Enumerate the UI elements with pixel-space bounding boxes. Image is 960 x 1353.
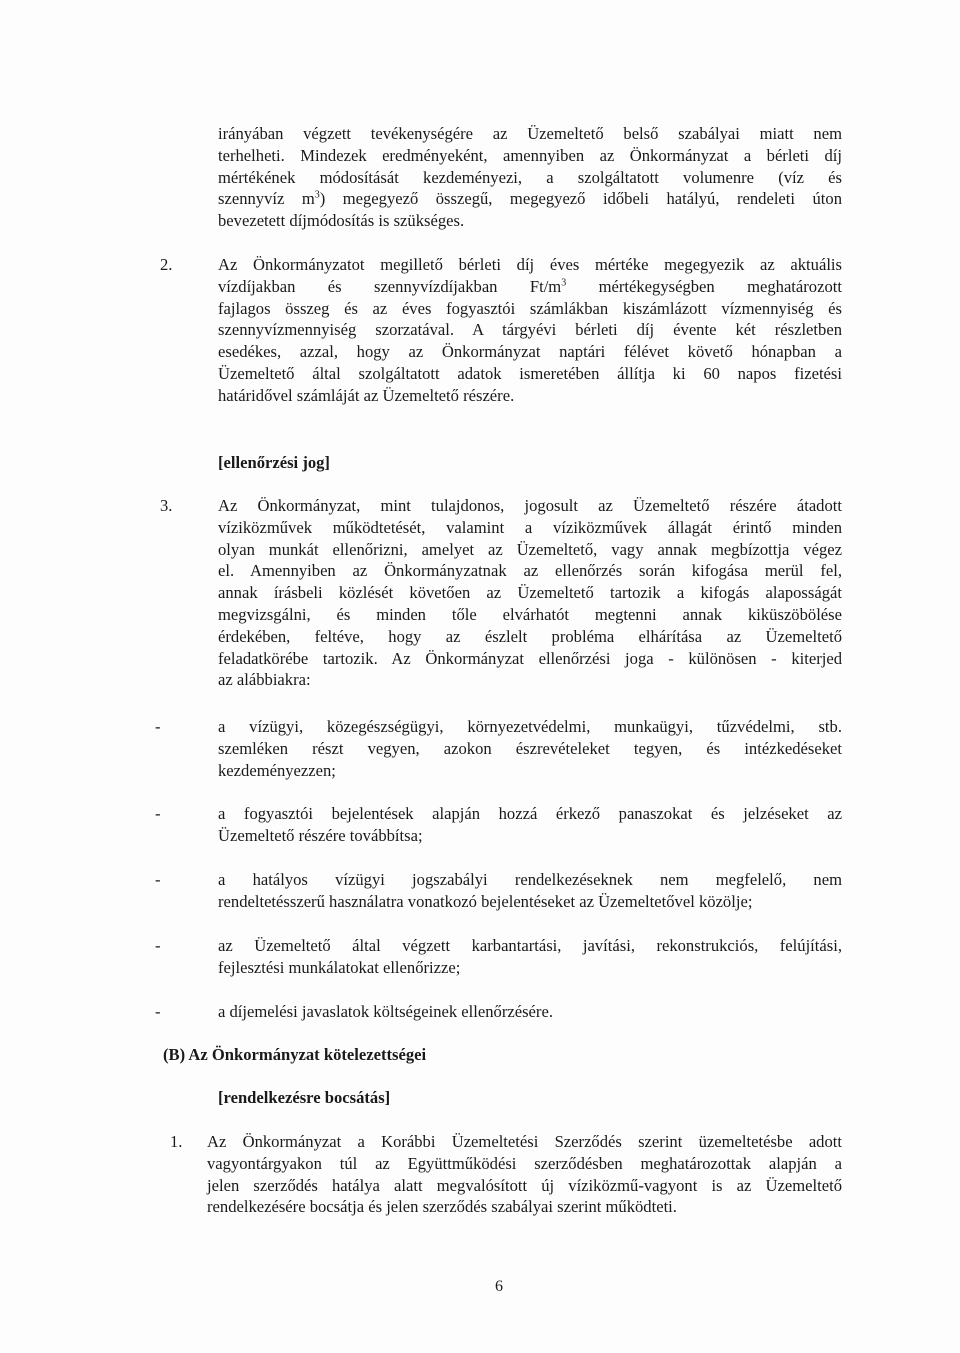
text-line: Üzemeltető által szolgáltatott adatok ismeretében állítja ki 60 napos fizetési [218, 363, 842, 383]
subheading-provision: [rendelkezésre bocsátás] [218, 1088, 391, 1107]
bullet-item [218, 716, 842, 781]
bullet-item [218, 1001, 842, 1023]
text-line: jelen szerződés hatálya alatt megvalósított új víziközmű-vagyont is az Üzemeltető [207, 1175, 842, 1195]
text-line: esedékes, azzal, hogy az Önkormányzat naptári félévet követő hónapban a [218, 342, 842, 362]
text-line: rendelkezésére bocsátja és jelen szerződés szabályai szerint működteti. [207, 1197, 677, 1217]
text-line: Az Önkormányzat a Korábbi Üzemeltetési Szerződés szerint üzemeltetésbe adott [207, 1132, 842, 1151]
text-line: Az Önkormányzat, mint tulajdonos, jogosult az Üzemeltető részére átadott [218, 496, 842, 515]
paragraph-item-3 [218, 495, 842, 691]
bullet-item [218, 869, 842, 913]
text-line: olyan munkát ellenőrizni, amelyet az Üzemeltető, vagy annak megbízottja végez [218, 539, 842, 559]
text-line: el. Amennyiben az Önkormányzatnak az ellenőrzés során kifogása merül fel, [218, 561, 842, 581]
bullet-dash: - [155, 870, 161, 889]
bullet-dash: - [155, 1002, 161, 1021]
text-line: terhelheti. Mindezek eredményeként, amennyiben az Önkormányzat a bérleti díj [218, 145, 842, 165]
text-line: fejlesztési munkálatokat ellenőrizze; [218, 957, 461, 977]
paragraph-item-2 [218, 254, 842, 407]
bullet-dash: - [155, 804, 161, 823]
item-number: 3. [160, 496, 173, 515]
item-number: 2. [160, 255, 173, 274]
text-line: a fogyasztói bejelentések alapján hozzá érkező panaszokat és jelzéseket az [218, 804, 842, 823]
text-line: kezdeményezzen; [218, 760, 336, 780]
bullet-item [218, 803, 842, 847]
text-line: fajlagos összeg és az éves fogyasztói számlákban kiszámlázott vízmennyiség és [218, 298, 842, 318]
text-fragment: vízdíjakban és szennyvízdíjakban Ft/m [218, 276, 562, 296]
text-line: szemléken részt vegyen, azokon észrevételeket tegyen, és intézkedéseket [218, 738, 842, 758]
text-fragment: szennyvíz m [218, 189, 315, 209]
text-line: az Üzemeltető által végzett karbantartási, javítási, rekonstrukciós, felújítási, [218, 936, 842, 955]
text-line: Az Önkormányzatot megillető bérleti díj éves mértéke megegyezik az aktuális [218, 255, 842, 274]
text-line: rendeltetésszerű használatra vonatkozó bejelentéseket az Üzemeltetővel közölje; [218, 891, 753, 911]
text-line: annak írásbeli közlését követően az Üzemeltető tartozik a kifogás alaposságát [218, 583, 842, 603]
text-line: a díjemelési javaslatok költségeinek ellenőrzésére. [218, 1002, 553, 1021]
text-line: megvizsgálni, és minden tőle elvárhatót megtenni annak kiküszöbölése [218, 604, 842, 624]
text-line: mértékének módosítását kezdeményezi, a szolgáltatott volumenre (víz és [218, 167, 842, 187]
text-line: érdekében, feltéve, hogy az észlelt probléma elhárítása az Üzemeltető [218, 626, 842, 646]
text-line: víziközművek működtetését, valamint a víziközművek állagát érintő minden [218, 517, 842, 537]
text-line [218, 276, 842, 298]
text-line: határidővel számláját az Üzemeltető részére. [218, 385, 515, 405]
bullet-dash: - [155, 936, 161, 955]
paragraph-item-b1 [207, 1131, 842, 1218]
text-fragment: mértékegységben meghatározott [566, 276, 842, 296]
subheading-control-right: [ellenőrzési jog] [218, 453, 330, 472]
text-line: a hatályos vízügyi jogszabályi rendelkezéseknek nem megfelelő, nem [218, 870, 842, 889]
bullet-item [218, 935, 842, 979]
bullet-dash: - [155, 717, 161, 736]
text-line: feladatkörébe tartozik. Az Önkormányzat ellenőrzési joga - különösen - kiterjed [218, 648, 842, 668]
paragraph-continuation [218, 123, 842, 232]
text-line: szennyvízmennyiség szorzatával. A tárgyévi bérleti díj évente két részletben [218, 320, 842, 340]
text-line: bevezetett díjmódosítás is szükséges. [218, 211, 465, 231]
text-line: irányában végzett tevékenységére az Üzemeltető belső szabályai miatt nem [218, 124, 842, 143]
page-number: 6 [495, 1278, 503, 1295]
item-number: 1. [170, 1132, 183, 1151]
text-line [218, 188, 842, 210]
text-line: a vízügyi, közegészségügyi, környezetvédelmi, munkaügyi, tűzvédelmi, stb. [218, 717, 842, 736]
superscript: 3 [314, 189, 320, 201]
text-fragment: ) megegyező összegű, megegyező időbeli hatályú, rendeleti úton [319, 189, 842, 209]
text-line: Üzemeltető részére továbbítsa; [218, 825, 423, 845]
text-line: vagyontárgyakon túl az Együttműködési szerződésben meghatározottak alapján a [207, 1153, 842, 1173]
superscript: 3 [561, 277, 567, 289]
section-heading-b: (B) Az Önkormányzat kötelezettségei [163, 1045, 427, 1064]
text-line: az alábbiakra: [218, 670, 311, 690]
